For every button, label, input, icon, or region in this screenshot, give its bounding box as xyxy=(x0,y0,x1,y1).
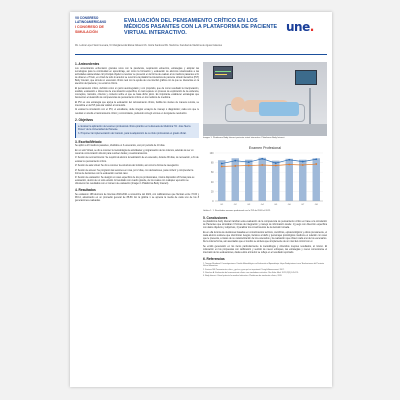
ecg-line xyxy=(215,71,231,72)
results-chart-svg xyxy=(203,143,327,209)
poster-header xyxy=(70,12,332,56)
series-point xyxy=(302,164,304,166)
section-referencias-title: 6. Referencias xyxy=(203,257,225,262)
series-point xyxy=(261,158,263,160)
y-tick-label: 40 xyxy=(210,181,214,184)
chart-bar xyxy=(232,158,239,201)
antecedentes-paragraph: El pensamiento crítico, definido como un juicio autorregulado y con propósito, que dé como resultado la interpretación, análisis, evaluación e inferencia de una situación específica, lo cual requiere un proceso de exploración de la evidencia, conceptos, métodos, criterios y contexto sobre el que se basa dicho juicio. Es importante establecer estrategias que favorezcan el desarrollo de competencias de pensamiento crítico en los médicos de medicina. xyxy=(75,87,199,99)
conclusiones-paragraph: Se emitió generación en los ítems particularmente la metodología y obtenidos mejores resultados, al mismo. El colocación en los propuestas con calificación y sentido de nuevo enfoques, las estrategias y nuevo comunicarse el internado de los evaluaciones, dada a ellos al interior se reflejo en el resultado reportado. xyxy=(203,245,327,255)
series-point xyxy=(261,164,263,166)
y-tick-label: 20 xyxy=(210,191,214,194)
congress-logo xyxy=(75,16,121,34)
metodo-item: 2ª Sesión de aula virtual: Se dio a conocer la estructura del módulo, así como la forma de navegación. xyxy=(75,165,180,168)
ecg-line xyxy=(215,74,227,75)
left-column xyxy=(75,60,199,205)
university-logo xyxy=(286,20,320,36)
metodo-item: 1ª Sesión de reconocimiento: Se requirió al alumno la realización de el escenario, durante 90 días, de recreación, a fin de evaluar su pensamiento crítico. xyxy=(75,157,199,163)
series-point xyxy=(315,158,317,160)
series-point xyxy=(221,162,223,164)
series-point xyxy=(315,163,317,165)
metodo-item: En un solo Virtual, se dio a conocer la metodología de actividades y programación de los mismos, además de ser un canal de comunicación directo para resolver dudas y cuestionamientos. xyxy=(75,149,194,155)
figure1-caption: Imagen 1. Plataforma Body Interact paciente virtual interactivo. Plataforma Body Interact. xyxy=(203,137,285,139)
y-tick-label: 60 xyxy=(210,171,214,174)
series-point xyxy=(234,160,236,162)
x-tick-label: G4 xyxy=(260,203,264,206)
x-tick-label: G5 xyxy=(274,203,278,206)
section-antecedentes-title: 1. Antecedentes xyxy=(75,62,100,66)
title-box xyxy=(124,18,279,37)
section-conclusiones-title: 5. Conclusiones xyxy=(203,215,228,220)
vital-monitor-icon xyxy=(213,66,233,79)
antecedentes-paragraph: Los universitarios enfrentaron grandes retos con la pandemia, requiriendo esfuerzos, estrategias y adoptar las tecnologías para la continuidad en aprendizaje, así como la formación y evaluación de alumnos relacionados a las actividades asistenciales. El principal objetivo a resolver se presentó en la forma de evaluar a los médicos pasantes a fin de obtener el Título, en virtud de todo lo anterior se recurrió a la plataforma interactiva de paciente virtual interactivo (PVI) Body Interact, que simula un escenario clínico real con la ayuda de una interfaz gráfica con la que se interactúa en la atención del paciente y su entorno clínico. xyxy=(75,67,199,85)
x-tick-label: G1 xyxy=(220,203,224,206)
series-point xyxy=(234,165,236,167)
display-screen-icon xyxy=(295,70,317,85)
header-divider xyxy=(75,54,327,55)
series-point xyxy=(221,165,223,167)
poster xyxy=(70,12,332,387)
reference-item: 3. Sánchez A. Evaluación del razonamiento clínico con simuladores virtuales. Rev Educ Med. 2021;22(3):145-151. xyxy=(203,271,299,274)
results-chart xyxy=(203,143,327,209)
antecedentes-paragraph: El PVI es una estrategia que apoya la evaluación del razonamiento clínico, facilita los niveles de manera remota, se intensifica en la PVI para dar validez al contenido. xyxy=(75,101,199,107)
x-tick-label: G8 xyxy=(314,203,318,206)
poster-title: EVALUACIÓN DEL PENSAMIENTO CRÍTICO EN LOS MÉDICOS PASANTES CON LA PLATAFORMA DE PACIENTE VIRTUAL INTERACTIVO. xyxy=(124,18,278,37)
y-tick-label: 80 xyxy=(210,162,214,165)
reference-item: 1. Tamayo Mendoza F. Investigaciones. Diseño Metodológico en Evaluación el Aprendizaje: https://body-interact.com/ Evaluaciones del Paciente Virtual Interactivo. xyxy=(203,262,325,268)
x-tick-label: G6 xyxy=(287,203,291,206)
metodo-item: Se aplicó a 23 médicos pasantes, divididos en 3 escenarios, uno por periodo de 10 días. xyxy=(75,145,166,148)
reference-item: 4. Body Interact. Virtual patients for medical education. Plataforma de simulación clínica, 2020. xyxy=(203,275,283,278)
conclusiones-paragraph: La plataforma body interact también esta evaluación de la competencia de pensamiento crítico en base a la simulación de Pacientes que simulaban 3 formas de integración y manejo de información desde: 1) juego con dirección específica con datos objetivos y subjetivos, 2) analizar los conocimientos de la decisión tomada. xyxy=(203,221,327,230)
iv-pole-icon xyxy=(309,88,311,128)
chart-bar xyxy=(299,160,306,201)
series-point xyxy=(302,161,304,163)
objetivo-item: b. Proponer la implementación del método, para la adquisición de su título profesional en grado oficial. xyxy=(78,132,187,136)
authors-line: Mx. Leticia Lopez Saint Guevara, M. Manglamerdal Eloisa Nolasco Mx. Gloria Sandoval Mx. Medicina. Facultad de Medicina de Aguas Calientes xyxy=(75,45,223,47)
series-point xyxy=(275,164,277,166)
series-point xyxy=(248,164,250,166)
antecedentes-paragraph: Al evaluar la simulación con el PVI, el estudiante, debe integrar ensayos de manejo o diagnóstico; cada uno que le resultan un studio el razonamiento crítico y concomitante, pudiendo corregir errores en la siguiente resolución. xyxy=(75,109,199,115)
objetivos-box xyxy=(75,123,199,138)
section-metodo-title: 3. Escrito/Método xyxy=(75,139,102,144)
brand-text: une xyxy=(286,20,310,34)
body-interact-figure xyxy=(203,62,327,136)
metodo-item: 2ª Sesión de acceso: Se programó las sesiones en rosa, por 2 días, con derivaciones, para conferir y comprender la forma de decisiones con la evaluación real del caso. xyxy=(75,169,194,175)
x-tick-label: G3 xyxy=(247,203,251,206)
chart-title: Examen Profesional xyxy=(248,145,282,150)
right-column xyxy=(203,60,327,278)
resultados-paragraph: Se evaluaron 168 alumnos de Internas 2020-2021 a noviembre del 2022, con calificaciones que fluctúan entre 72.00 y 98.14, alcanzando en un promedio general de 85.89. En la gráfica 1 se aprecia la media de cada uno de los 8 generaciones evaluadas. xyxy=(75,193,199,203)
section-objetivos-title: 2. Objetivos xyxy=(75,117,94,122)
y-tick-label: 0 xyxy=(212,200,214,203)
x-tick-label: G2 xyxy=(233,203,237,206)
x-tick-label: G7 xyxy=(301,203,305,206)
brand-dot: . xyxy=(309,20,314,34)
y-tick-label: 100 xyxy=(209,152,214,155)
objetivo-item: a. Evaluar la aplicación del examen profesional clínico-práctico en la Escuela de Medicina "Dr. José Sierra Flores" de la Universidad del Noreste. xyxy=(78,124,191,131)
conclusiones-paragraph: Es en ella la toma de decisiones basadas en conocimientos teóricos, científicos, epistemológicos y éticos previamente, el cada alumno sostiene que discriminar riesgos, factores al daño y personajes psicológicos médicos en relación con caso que le presenta, a través de su caracterización de los escenarios y la evaluación que obtuvo cada uno de los escenarios. De la misma forma, aún asociados que el médico se sintiera que simplemente de un nivel del control con el. xyxy=(203,231,327,244)
series-point xyxy=(248,161,250,163)
reference-item: 2. Facione PA. Pensamiento crítico: ¿qué es y por qué es importante? Insight Assessment. 2007. xyxy=(203,268,285,271)
series-point xyxy=(288,163,290,165)
floor xyxy=(203,124,327,136)
logo-line-2: I CONGRESO DE SIMULACIÓN xyxy=(75,25,104,34)
patient-head xyxy=(231,97,245,111)
chart-bar xyxy=(272,160,279,200)
bed-sheet xyxy=(259,102,299,116)
series-point xyxy=(288,159,290,161)
section-resultados-title: 4. Resultados xyxy=(75,188,96,193)
chart-caption: Gráfica 1. 1. Resultados examen profesional con la PVI del 2020 al 2022. xyxy=(203,209,271,212)
logo-line-1: VII CONGRESO LATINOAMERICANO xyxy=(75,16,107,24)
series-point xyxy=(275,162,277,164)
metodo-item: 4ª Sesión de evaluación: Se designó un caso específico de los pre profesionales, mismo dispositivo 20 horas para su evaluación, dentro de un solo estudio. El resultado con cuadro grande, de los cuales con cualquier ejecución se obtuvieron los resultados con el número de evaluación (Imagen 1 Plataforma Body Interact). xyxy=(75,177,195,186)
